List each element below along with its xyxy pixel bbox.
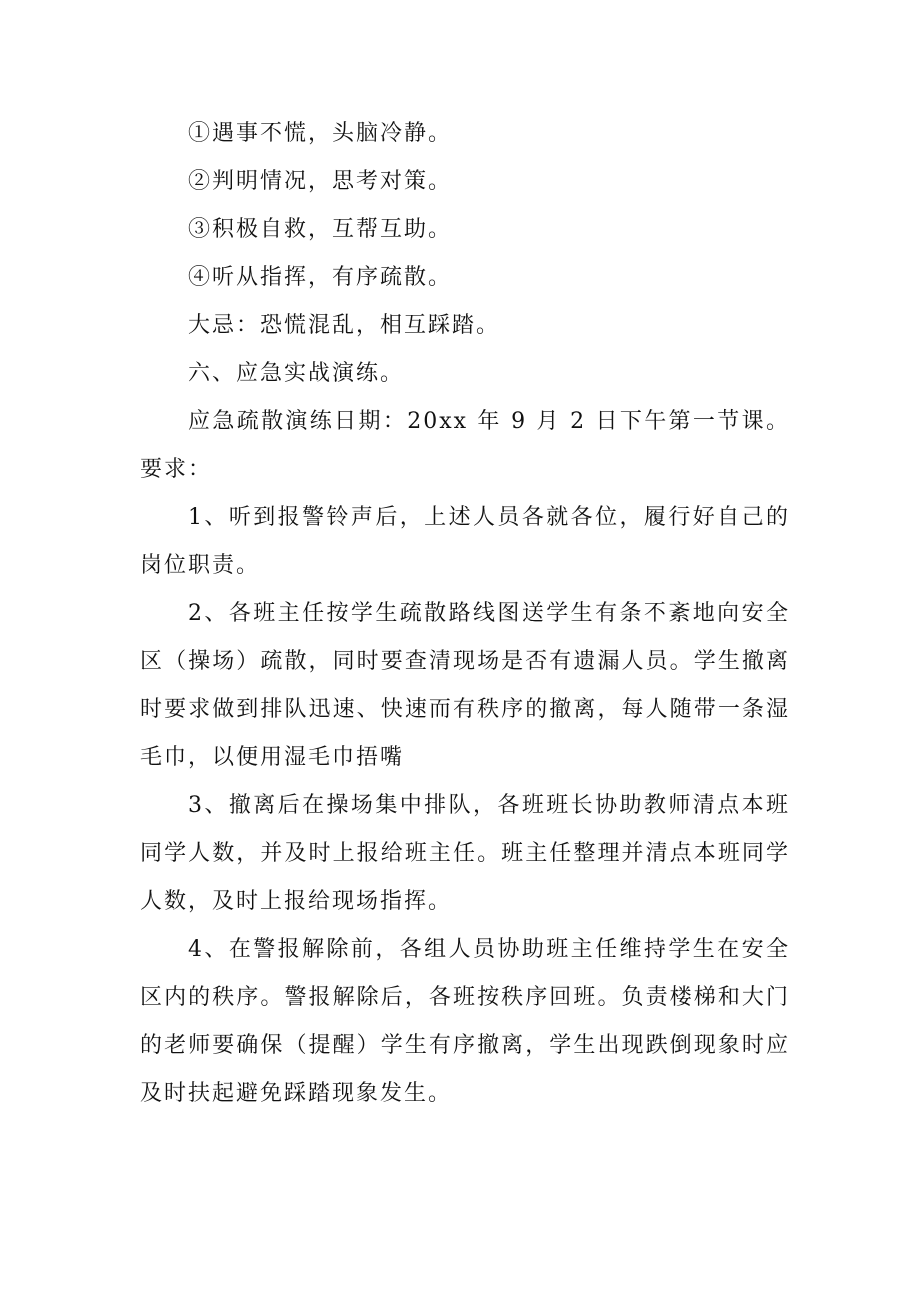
section-heading-drill: 六、应急实战演练。 xyxy=(188,361,405,386)
paragraph-principle-1: ①遇事不慌，头脑冷静。 xyxy=(188,121,453,146)
paragraph-requirement-3: 3、撤离后在操场集中排队，各班班长协助教师清点本班同学人数，并及时上报给班主任。班主任整理并清点本班同学人数，及时上报给现场指挥。 xyxy=(140,793,790,914)
paragraph-drill-date: 应急疏散演练日期：20xx 年 9 月 2 日下午第一节课。要求： xyxy=(140,409,790,482)
paragraph-requirement-1: 1、听到报警铃声后，上述人员各就各位，履行好自己的岗位职责。 xyxy=(140,505,790,578)
paragraph-taboo: 大忌：恐慌混乱，相互踩踏。 xyxy=(188,313,501,338)
document-body xyxy=(140,110,790,1118)
paragraph-principle-3: ③积极自救，互帮互助。 xyxy=(188,217,453,242)
paragraph-requirement-4: 4、在警报解除前，各组人员协助班主任维持学生在安全区内的秩序。警报解除后，各班按秩序回班。负责楼梯和大门的老师要确保（提醒）学生有序撤离，学生出现跌倒现象时应及时扶起避免踩踏现象发生。 xyxy=(140,937,790,1106)
paragraph-requirement-2: 2、各班主任按学生疏散路线图送学生有条不紊地向安全区（操场）疏散，同时要查清现场是否有遗漏人员。学生撤离时要求做到排队迅速、快速而有秩序的撤离，每人随带一条湿毛巾，以便用湿毛巾捂嘴 xyxy=(140,601,790,770)
paragraph-principle-2: ②判明情况，思考对策。 xyxy=(188,169,453,194)
paragraph-principle-4: ④听从指挥，有序疏散。 xyxy=(188,265,453,290)
